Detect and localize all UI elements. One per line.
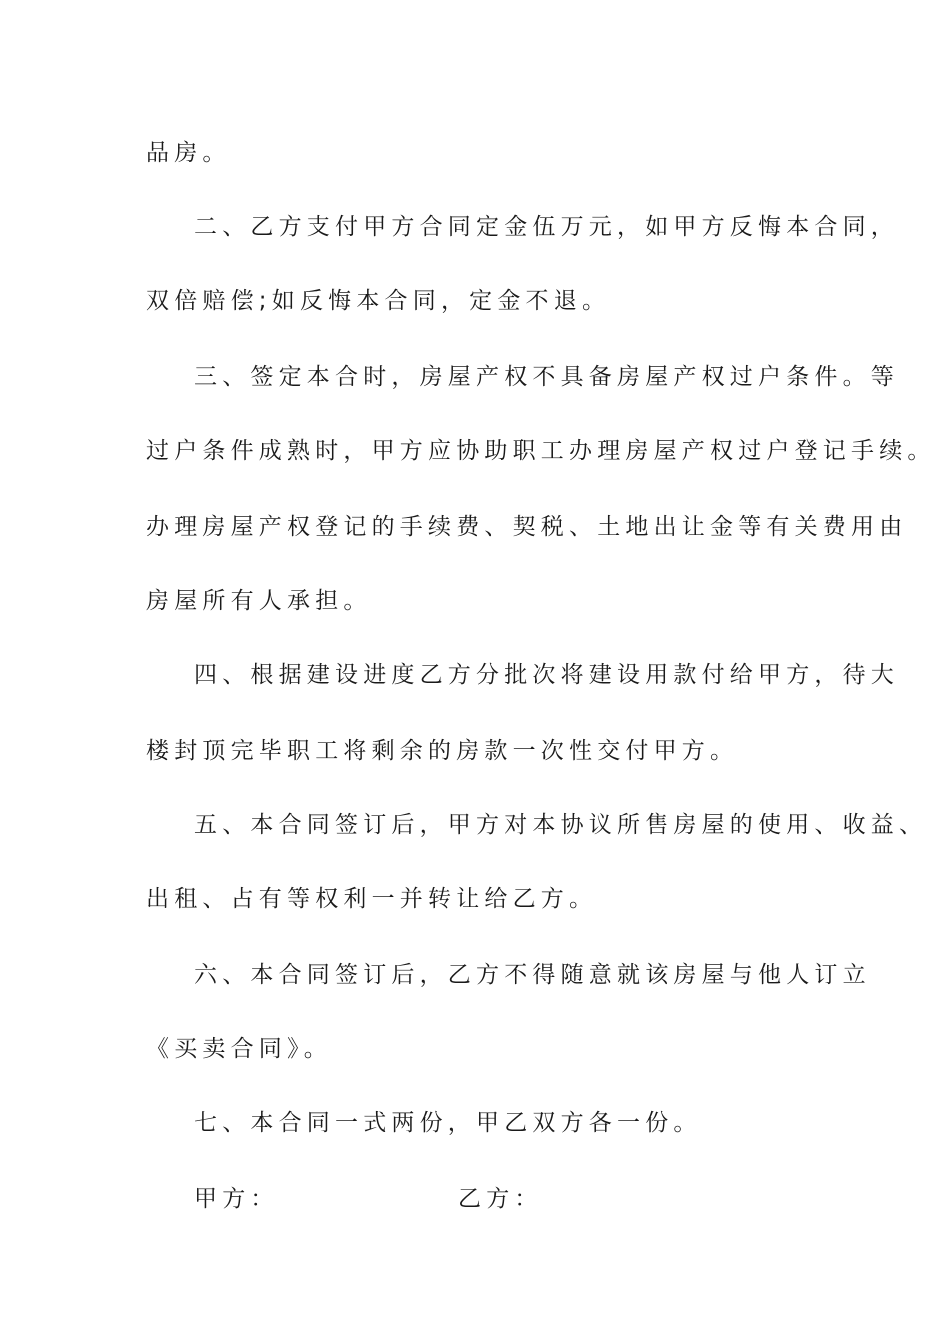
party-a-signature-label: 甲方： — [194, 1186, 279, 1212]
clause-4-line-1: 四、根据建设进度乙方分批次将建设用款付给甲方，待大 — [194, 662, 899, 688]
clause-3-line-2: 过户条件成熟时，甲方应协助职工办理房屋产权过户登记手续。 — [146, 438, 936, 464]
clause-5-line-1: 五、本合同签订后，甲方对本协议所售房屋的使用、收益、 — [194, 812, 928, 838]
clause-3-line-3: 办理房屋产权登记的手续费、契税、土地出让金等有关费用由 — [146, 514, 908, 540]
clause-6-line-1: 六、本合同签订后，乙方不得随意就该房屋与他人订立 — [194, 962, 871, 988]
clause-3-line-1: 三、签定本合时，房屋产权不具备房屋产权过户条件。等 — [194, 364, 899, 390]
clause-5-line-2: 出租、占有等权利一并转让给乙方。 — [146, 886, 598, 912]
clause-6-line-2: 《买卖合同》。 — [146, 1036, 332, 1062]
clause-3-line-4: 房屋所有人承担。 — [146, 588, 372, 614]
clause-2-line-1: 二、乙方支付甲方合同定金伍万元，如甲方反悔本合同， — [194, 214, 899, 240]
clause-7-line-1: 七、本合同一式两份，甲乙双方各一份。 — [194, 1110, 702, 1136]
clause-2-line-2: 双倍赔偿;如反悔本合同，定金不退。 — [146, 288, 611, 314]
text-line: 品房。 — [146, 140, 231, 166]
party-b-signature-label: 乙方： — [458, 1186, 543, 1212]
clause-4-line-2: 楼封顶完毕职工将剩余的房款一次性交付甲方。 — [146, 738, 739, 764]
